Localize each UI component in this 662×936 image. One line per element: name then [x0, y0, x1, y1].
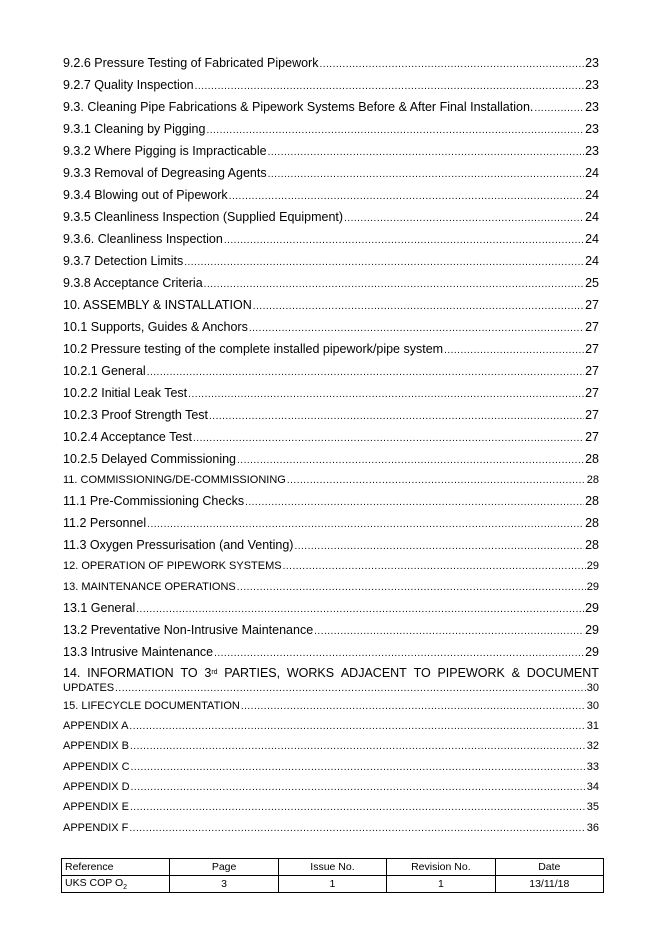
toc-dot-leader: [131, 758, 586, 778]
toc-entry-page: 30: [586, 699, 599, 712]
toc-entry-title: 13.2 Preventative Non-Intrusive Maintenance: [63, 622, 314, 637]
toc-entry-page: 29: [585, 622, 599, 637]
toc-dot-leader: [268, 142, 585, 164]
toc-entry-title: 11.3 Oxygen Pressurisation (and Venting): [63, 538, 294, 553]
toc-entry-title: 13. MAINTENANCE OPERATIONS: [63, 580, 236, 593]
toc-word: 3: [204, 665, 212, 680]
toc-entry-title: 9.3. Cleaning Pipe Fabrications & Pipework Systems Before & After Final Installation.: [63, 100, 534, 114]
toc-entry-page: 30: [586, 681, 599, 694]
toc-entry-page: 23: [585, 122, 599, 136]
toc-entry[interactable]: [63, 294, 599, 316]
toc-dot-leader: [214, 643, 584, 665]
toc-entry-title: 9.3.1 Cleaning by Pigging: [63, 122, 206, 136]
toc-entry-title: APPENDIX C: [63, 760, 130, 773]
toc-entry-page: 27: [585, 408, 599, 422]
toc-entry-page: 35: [586, 801, 599, 814]
footer-header-revision: Revision No.: [387, 859, 495, 876]
footer-header-reference: Reference: [62, 859, 170, 876]
toc-dot-leader: [249, 318, 584, 340]
toc-word: 14.: [63, 665, 81, 680]
footer-header-page: Page: [170, 859, 278, 876]
toc-dot-leader: [253, 296, 584, 318]
toc-entry[interactable]: [63, 736, 599, 756]
toc-entry-page: 27: [585, 298, 599, 312]
toc-entry-title: 12. OPERATION OF PIPEWORK SYSTEMS: [63, 560, 282, 573]
toc-entry-page: 24: [585, 210, 599, 224]
toc-dot-leader: [237, 578, 586, 598]
toc-entry-title: 9.2.6 Pressure Testing of Fabricated Pipework: [63, 56, 319, 70]
toc-dot-leader: [130, 798, 586, 818]
toc-dot-leader: [245, 492, 584, 514]
footer-header-row: [62, 859, 604, 876]
toc-dot-leader: [147, 514, 584, 536]
toc-entry[interactable]: [63, 696, 599, 716]
toc-entry[interactable]: [63, 316, 599, 338]
footer-value-row: [62, 876, 604, 893]
toc-word: PIPEWORK: [437, 665, 505, 680]
footer-page: 3: [170, 876, 278, 893]
footer-revision: 1: [387, 876, 495, 893]
toc-entry-page: 24: [585, 254, 599, 268]
toc-entry[interactable]: [63, 512, 599, 534]
toc-entry[interactable]: [63, 162, 599, 184]
toc-superscript: rd: [211, 668, 218, 676]
toc-entry-page: 25: [585, 276, 599, 290]
toc-entry-title: 13.3 Intrusive Maintenance: [63, 644, 214, 659]
toc-entry-title: 11.1 Pre-Commissioning Checks: [63, 494, 245, 509]
toc-entry-title: 10.2.2 Initial Leak Test: [63, 386, 188, 400]
toc-entry-title: 9.3.4 Blowing out of Pipework: [63, 188, 228, 202]
toc-entry[interactable]: [63, 360, 599, 382]
toc-entry[interactable]: [63, 118, 599, 140]
toc-entry-line-1: [63, 666, 599, 681]
toc-entry-page: 23: [585, 78, 599, 92]
toc-word: TO: [180, 665, 198, 680]
toc-entry-title: 10.1 Supports, Guides & Anchors: [63, 320, 248, 334]
toc-word: &: [511, 665, 520, 680]
toc-dot-leader: [129, 819, 585, 839]
toc-dot-leader: [294, 536, 584, 558]
toc-entry[interactable]: [63, 272, 599, 294]
toc-entry-page: 24: [585, 188, 599, 202]
toc-dot-leader: [268, 164, 584, 186]
toc-entry[interactable]: [63, 448, 599, 470]
footer-reference-subscript: 2: [123, 884, 128, 892]
toc-entry-title: 9.3.7 Detection Limits: [63, 254, 184, 268]
toc-entry-page: 24: [585, 166, 599, 180]
toc-entry[interactable]: [63, 597, 599, 619]
toc-entry[interactable]: [63, 716, 599, 736]
toc-dot-leader: [136, 599, 584, 621]
toc-entry-page: 27: [585, 364, 599, 378]
toc-entry[interactable]: [63, 426, 599, 448]
toc-word: INFORMATION: [87, 665, 174, 680]
toc-entry-information-to-3rd-parties[interactable]: [63, 663, 599, 696]
toc-entry-page: 28: [585, 516, 599, 531]
toc-dot-leader: [195, 76, 584, 98]
toc-entry-page: 32: [586, 740, 599, 753]
toc-entry-title: APPENDIX B: [63, 740, 130, 753]
toc-entry[interactable]: [63, 382, 599, 404]
toc-dot-leader: [534, 98, 584, 120]
toc-word: TO: [413, 665, 431, 680]
toc-entry[interactable]: [63, 206, 599, 228]
footer-issue: 1: [278, 876, 386, 893]
toc-entry-page: 36: [586, 821, 599, 834]
toc-entry-title: 11.2 Personnel: [63, 516, 147, 531]
toc-entry-title: APPENDIX D: [63, 781, 130, 794]
toc-dot-leader: [209, 406, 584, 428]
toc-entry[interactable]: [63, 818, 599, 838]
toc-dot-leader: [147, 362, 584, 384]
toc-entry-title: 13.1 General: [63, 600, 136, 615]
toc-dot-leader: [129, 717, 585, 737]
toc-word: PARTIES,: [224, 665, 281, 680]
toc-word: WORKS: [286, 665, 335, 680]
toc-entry-page: 28: [585, 452, 599, 466]
toc-entry-title: 9.3.8 Acceptance Criteria: [63, 276, 203, 290]
toc-entry-line-2: [63, 681, 599, 696]
toc-entry[interactable]: [63, 619, 599, 641]
toc-word-ordinal: [204, 666, 217, 681]
footer-reference-text: UKS COP O: [65, 876, 124, 889]
toc-entry-title: 9.2.7 Quality Inspection: [63, 78, 194, 92]
toc-entry-page: 27: [585, 320, 599, 334]
toc-dot-leader: [115, 681, 586, 696]
toc-entry-title: 9.3.3 Removal of Degreasing Agents: [63, 166, 267, 180]
toc-entry[interactable]: [63, 404, 599, 426]
toc-entry-title: APPENDIX E: [63, 801, 130, 814]
toc-entry-title: APPENDIX F: [63, 821, 129, 834]
toc-entry[interactable]: [63, 534, 599, 556]
footer-reference: [62, 876, 170, 893]
toc-dot-leader: [241, 697, 586, 717]
toc-entry[interactable]: [63, 228, 599, 250]
toc-entry-title: 10.2 Pressure testing of the complete installed pipework/pipe system: [63, 342, 444, 356]
toc-dot-leader: [193, 428, 584, 450]
toc-entry-page: 33: [586, 760, 599, 773]
toc-entry[interactable]: [63, 556, 599, 576]
toc-dot-leader: [229, 186, 584, 208]
toc-dot-leader: [130, 737, 586, 757]
toc-entry[interactable]: [63, 577, 599, 597]
toc-main-entries: [63, 52, 599, 663]
toc-entry-page: 23: [585, 144, 599, 158]
toc-entry[interactable]: [63, 250, 599, 272]
toc-entry-page: 27: [585, 342, 599, 356]
toc-word: ADJACENT: [340, 665, 407, 680]
toc-entry-page: 23: [585, 100, 599, 114]
toc-dot-leader: [204, 274, 584, 296]
footer-header-issue: Issue No.: [278, 859, 386, 876]
toc-entry[interactable]: [63, 490, 599, 512]
toc-entry[interactable]: [63, 641, 599, 663]
toc-entry-title: 11. COMMISSIONING/DE-COMMISSIONING: [63, 474, 286, 486]
toc-dot-leader: [444, 340, 584, 362]
toc-entry[interactable]: [63, 96, 599, 118]
toc-entry-title: 10.2.1 General: [63, 364, 146, 378]
toc-dot-leader: [184, 252, 584, 274]
toc-entry-page: 29: [585, 600, 599, 615]
toc-word: DOCUMENT: [526, 665, 599, 680]
toc-tail-entries: [63, 696, 599, 838]
footer-header-date: Date: [495, 859, 603, 876]
toc-dot-leader: [287, 471, 586, 491]
toc-dot-leader: [206, 120, 584, 142]
toc-entry-title: 10.2.3 Proof Strength Test: [63, 408, 209, 422]
toc-entry-page: 23: [585, 56, 599, 70]
toc-entry-page: 34: [586, 781, 599, 794]
toc-entry-title: 10. ASSEMBLY & INSTALLATION: [63, 298, 252, 312]
toc-entry-page: 29: [586, 560, 599, 573]
toc-entry-page: 28: [585, 494, 599, 509]
toc-entry-page: 28: [585, 538, 599, 553]
toc-dot-leader: [237, 450, 584, 472]
table-of-contents: [63, 52, 599, 838]
toc-entry[interactable]: [63, 74, 599, 96]
toc-entry-page: 29: [586, 580, 599, 593]
toc-entry[interactable]: [63, 52, 599, 74]
toc-entry-title: 10.2.5 Delayed Commissioning: [63, 452, 237, 466]
toc-entry-title: 10.2.4 Acceptance Test: [63, 430, 193, 444]
toc-entry-page: 24: [585, 232, 599, 246]
toc-entry[interactable]: [63, 140, 599, 162]
document-control-table: [61, 858, 604, 893]
toc-dot-leader: [314, 621, 584, 643]
footer-date: 13/11/18: [495, 876, 603, 893]
toc-entry[interactable]: [63, 757, 599, 777]
toc-entry[interactable]: [63, 338, 599, 360]
toc-entry-title: 9.3.5 Cleanliness Inspection (Supplied Equipment): [63, 210, 344, 224]
toc-dot-leader: [283, 557, 586, 577]
toc-entry[interactable]: [63, 797, 599, 817]
toc-entry-page: 28: [586, 474, 599, 486]
toc-entry-title: 9.3.2 Where Pigging is Impracticable: [63, 144, 267, 158]
toc-entry[interactable]: [63, 470, 599, 490]
toc-entry-page: 29: [585, 644, 599, 659]
toc-dot-leader: [188, 384, 584, 406]
toc-entry[interactable]: [63, 184, 599, 206]
toc-dot-leader: [319, 54, 584, 76]
toc-dot-leader: [344, 208, 584, 230]
toc-entry-title: APPENDIX A: [63, 720, 129, 733]
toc-dot-leader: [224, 230, 584, 252]
toc-entry[interactable]: [63, 777, 599, 797]
toc-entry-page: 31: [586, 720, 599, 733]
toc-entry-title: UPDATES: [63, 681, 115, 694]
toc-entry-page: 27: [585, 430, 599, 444]
toc-entry-page: 27: [585, 386, 599, 400]
toc-dot-leader: [131, 778, 586, 798]
toc-entry-title: 9.3.6. Cleanliness Inspection: [63, 232, 223, 246]
toc-entry-title: 15. LIFECYCLE DOCUMENTATION: [63, 699, 240, 712]
